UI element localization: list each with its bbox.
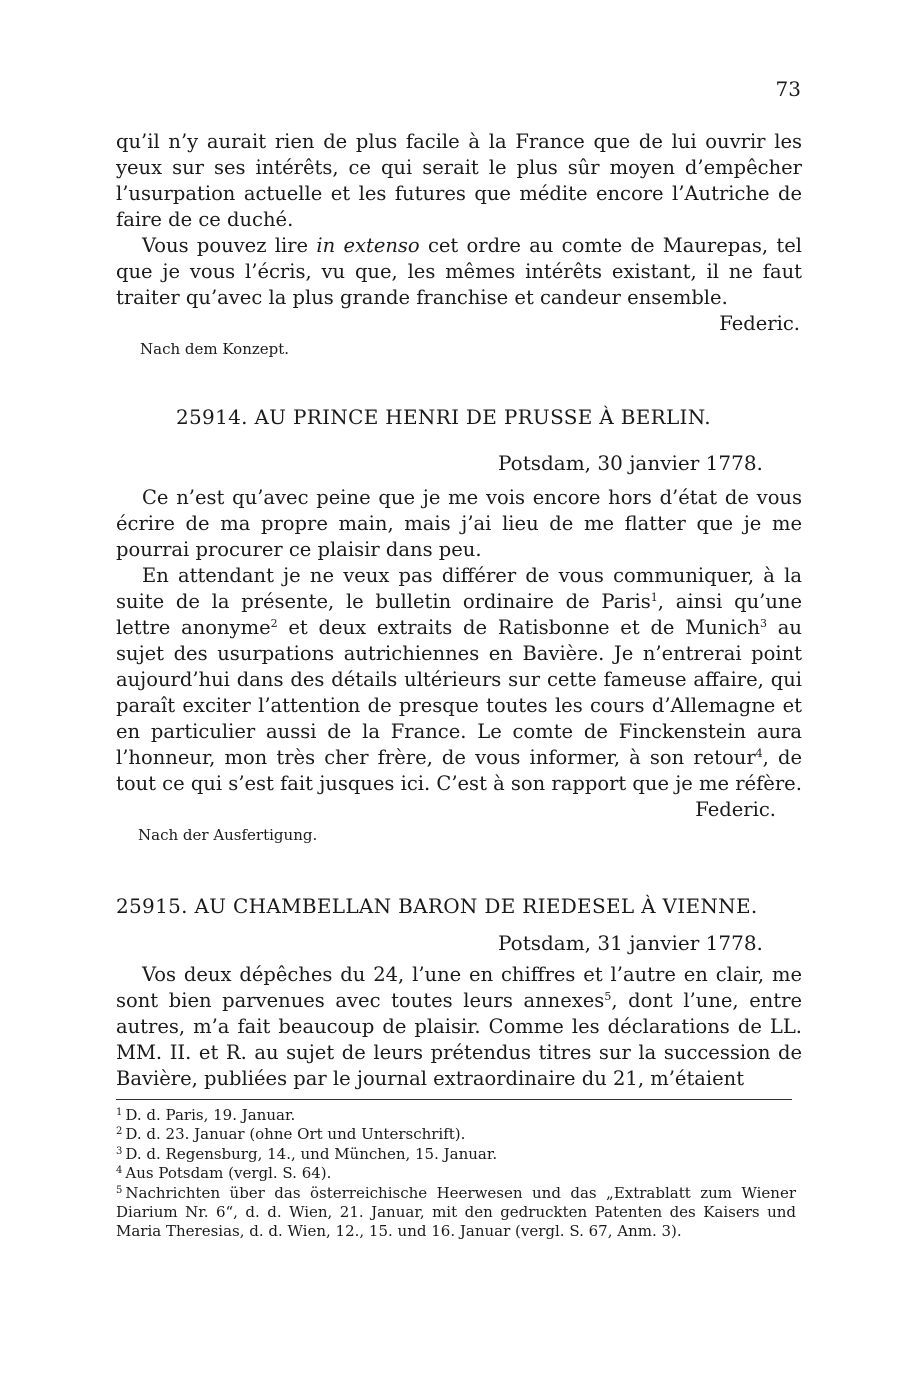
italic-text: in extenso — [316, 234, 420, 257]
footnote — [116, 1106, 796, 1125]
signature: Federic. — [695, 798, 776, 821]
paragraph-text: Vous pouvez lire — [142, 234, 317, 257]
paragraph-text: au sujet des usurpations autrichiennes en Bavière. Je n’entrerai point aujourd’hui dans des détails ultérieurs sur cette fameuse affaire, qui paraît exciter l’attention de presque toutes les cours d’Allemagne et en particulier aussi de la France. Le comte de Finckenstein aura l’honneur, mon très cher frère, de vous informer, à son retour — [116, 616, 802, 769]
paragraph-text: , de tout ce qui s’est fait jusques ici. C’est à son rapport que je me réfère. — [116, 746, 803, 795]
letter-heading: 25915. AU CHAMBELLAN BARON DE RIEDESEL À VIENNE. — [116, 894, 758, 918]
page-number: 73 — [775, 77, 801, 101]
footnote-ref: 1 — [650, 591, 658, 604]
source-note: Nach dem Konzept. — [140, 340, 290, 358]
footnote-number: 4 — [116, 1165, 123, 1177]
paragraph: Ce n’est qu’avec peine que je me vois encore hors d’état de vous écrire de ma propre main, mais j’ai lieu de me flatter que je me pourrai procurer ce plaisir dans peu. — [116, 486, 802, 561]
footnote — [116, 1164, 796, 1183]
dateline: Potsdam, 30 janvier 1778. — [498, 451, 763, 475]
footnote-ref: 5 — [604, 990, 612, 1003]
paragraph — [116, 233, 802, 311]
paragraph: qu’il n’y aurait rien de plus facile à la France que de lui ouvrir les yeux sur ses intérêts, ce qui serait le plus sûr moyen d’empêcher l’usurpation actuelle et les futures que médite encore l’Autriche de faire de ce duché. — [116, 130, 802, 231]
footnote — [116, 1184, 796, 1242]
footnote-number: 2 — [116, 1126, 123, 1138]
footnote-number: 3 — [116, 1145, 123, 1157]
paragraph-text: Vos deux dépêches du 24, l’une en chiffres et l’autre en clair, me sont bien parvenues avec toutes leurs annexes — [116, 963, 802, 1012]
paragraph-text: , ainsi qu’une lettre anonyme — [116, 590, 802, 639]
footnote-ref: 3 — [760, 617, 768, 630]
footnote — [116, 1145, 796, 1164]
paragraph — [116, 962, 802, 1092]
paragraph-text: cet ordre au comte de Maurepas, tel que je vous l’écris, vu que, les mêmes intérêts existant, il ne faut traiter qu’avec la plus grande franchise et candeur ensemble. — [116, 234, 802, 309]
letter-body — [116, 962, 802, 1092]
footnote-number: 5 — [116, 1184, 123, 1196]
footnote-divider — [116, 1099, 792, 1100]
dateline: Potsdam, 31 janvier 1778. — [498, 931, 763, 955]
footnote-text: Nachrichten über das österreichische Heerwesen und das „Extrablatt zum Wiener Diarium Nr. 6“, d. d. Wien, 21. Januar, mit den gedruckten Patenten des Kaisers und Maria Theresias, d. d. Wien, 12., 15. und 16. Januar (vergl. S. 67, Anm. 3). — [116, 1183, 796, 1241]
paragraph-text: et deux extraits de Ratisbonne et de Munich — [277, 616, 761, 639]
footnote-ref: 2 — [270, 617, 278, 630]
signature: Federic. — [719, 312, 800, 335]
letter-continuation — [116, 129, 802, 337]
source-note: Nach der Ausfertigung. — [138, 826, 318, 844]
footnote-text: D. d. Paris, 19. Januar. — [125, 1106, 296, 1124]
footnote-text: D. d. Regensburg, 14., und München, 15. Januar. — [125, 1144, 498, 1163]
footnote-text: Aus Potsdam (vergl. S. 64). — [125, 1164, 332, 1183]
paragraph — [116, 563, 802, 797]
footnotes — [116, 1106, 796, 1242]
footnote — [116, 1125, 796, 1144]
paragraph-text: , dont l’une, entre autres, m’a fait beaucoup de plaisir. Comme les déclarations de LL. MM. II. et R. au sujet de leurs prétendus titres sur la succession de Bavière, publiées par le journal extraordinaire du 21, m’étaient — [116, 989, 803, 1090]
footnote-text: D. d. 23. Januar (ohne Ort und Unterschrift). — [125, 1125, 466, 1144]
footnote-ref: 4 — [755, 747, 763, 760]
letter-heading: 25914. AU PRINCE HENRI DE PRUSSE À BERLIN. — [176, 405, 711, 429]
paragraph-text: En attendant je ne veux pas différer de vous communiquer, à la suite de la présente, le bulletin ordinaire de Paris — [116, 564, 802, 613]
footnote-number: 1 — [116, 1107, 123, 1118]
letter-body — [116, 485, 802, 823]
